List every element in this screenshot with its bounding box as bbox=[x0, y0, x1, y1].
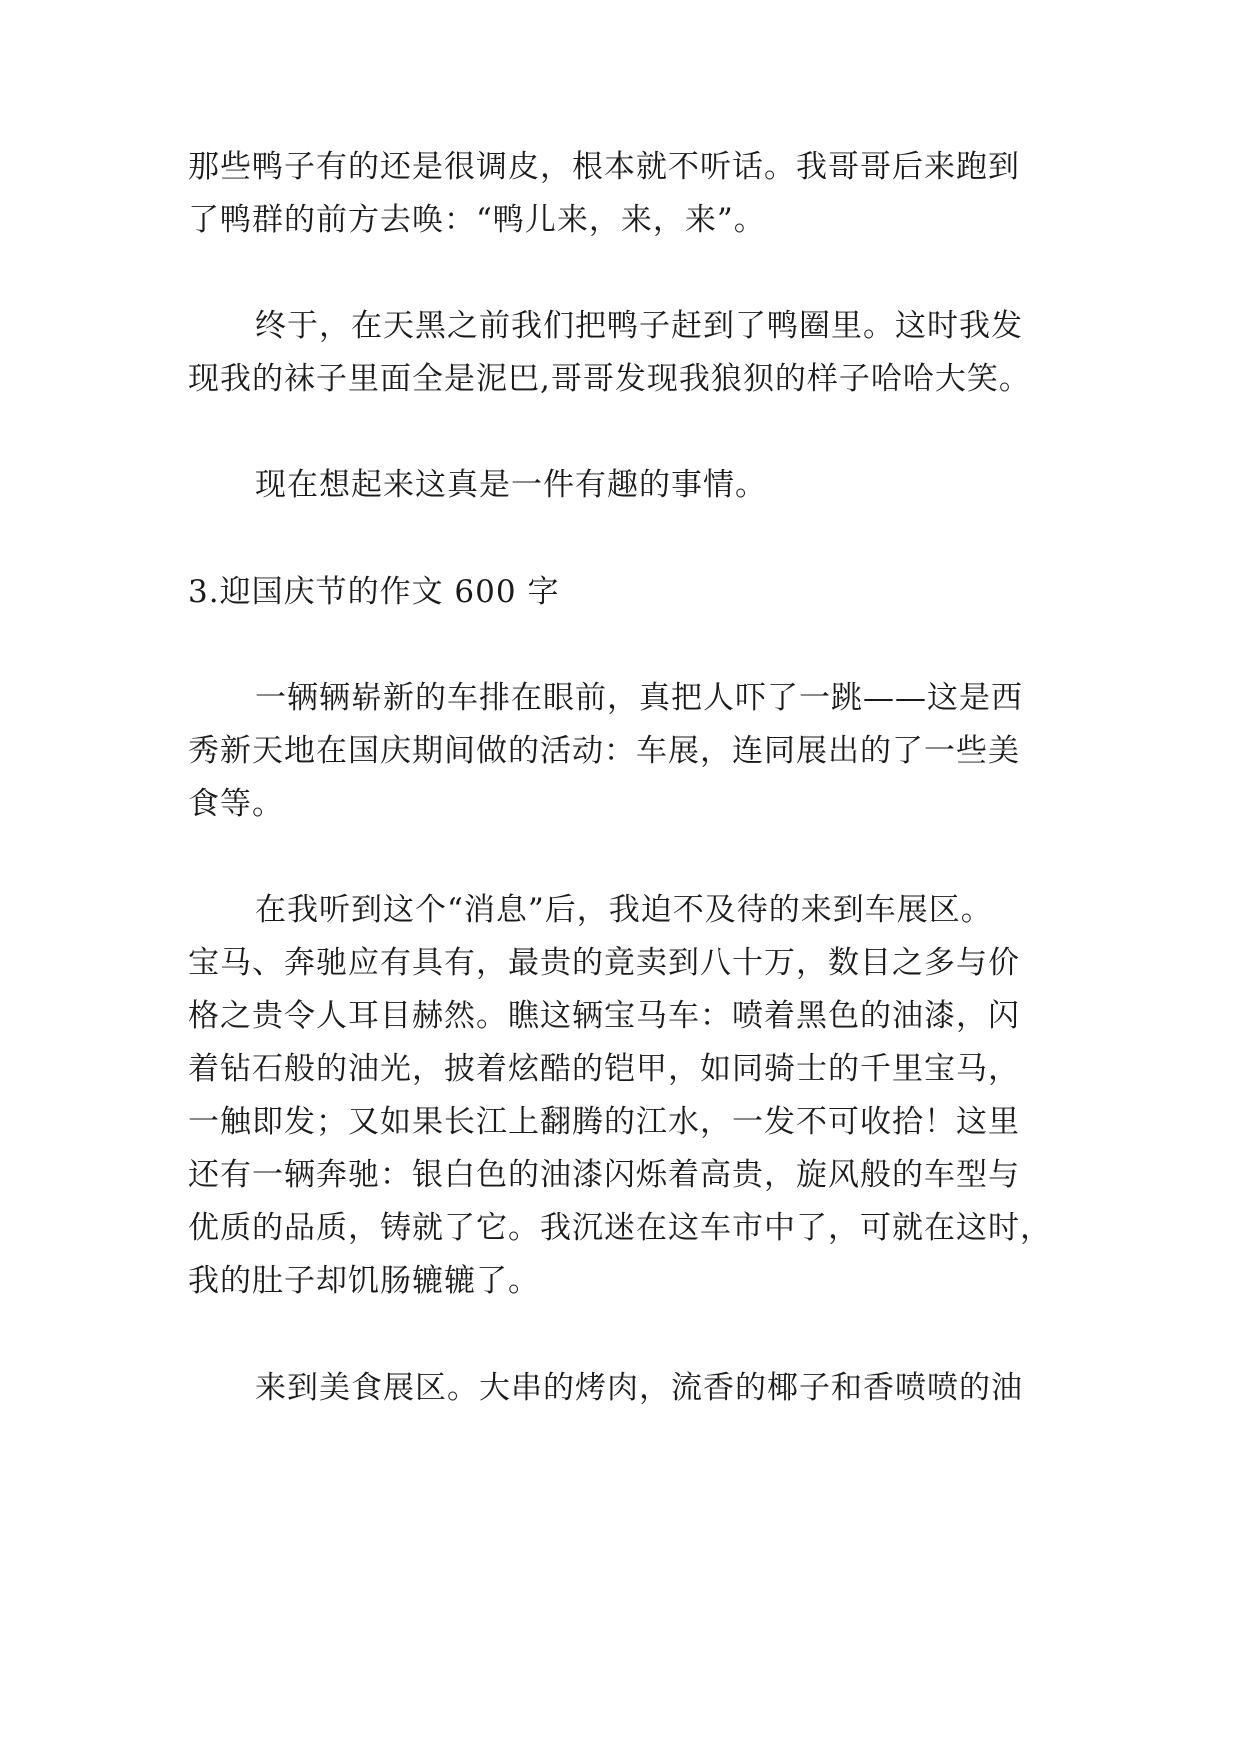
text-line: 还有一辆奔驰：银白色的油漆闪烁着高贵，旋风般的车型与 bbox=[188, 1157, 1020, 1193]
text-line: 现我的袜子里面全是泥巴,哥哥发现我狼狈的样子哈哈大笑。 bbox=[188, 361, 1031, 397]
text-line: 我的肚子却饥肠辘辘了。 bbox=[188, 1263, 540, 1299]
text-line: 一触即发；又如果长江上翻腾的江水，一发不可收拾！这里 bbox=[188, 1104, 1020, 1140]
text-line: 一辆辆崭新的车排在眼前，真把人吓了一跳——这是西 bbox=[255, 680, 1023, 716]
text-line: 了鸭群的前方去唤：“鸭儿来，来，来”。 bbox=[188, 202, 766, 238]
text-line: 在我听到这个“消息”后，我迫不及待的来到车展区。 bbox=[255, 892, 993, 928]
text-line: 来到美食展区。大串的烤肉，流香的椰子和香喷喷的油 bbox=[255, 1370, 1023, 1406]
text-line: 优质的品质，铸就了它。我沉迷在这车市中了，可就在这时， bbox=[188, 1210, 1052, 1246]
text-line: 终于，在天黑之前我们把鸭子赶到了鸭圈里。这时我发 bbox=[255, 308, 1023, 344]
text-line: 格之贵令人耳目赫然。瞧这辆宝马车：喷着黑色的油漆，闪 bbox=[188, 998, 1020, 1034]
text-line: 着钻石般的油光，披着炫酷的铠甲，如同骑士的千里宝马， bbox=[188, 1051, 1020, 1087]
section-heading: 3.迎国庆节的作文 600 字 bbox=[188, 574, 560, 610]
text-line: 现在想起来这真是一件有趣的事情。 bbox=[255, 467, 767, 503]
text-line: 宝马、奔驰应有具有，最贵的竟卖到八十万，数目之多与价 bbox=[188, 945, 1020, 981]
text-line: 秀新天地在国庆期间做的活动：车展，连同展出的了一些美 bbox=[188, 733, 1020, 769]
text-line: 食等。 bbox=[188, 786, 284, 822]
text-line: 那些鸭子有的还是很调皮，根本就不听话。我哥哥后来跑到 bbox=[188, 149, 1020, 185]
